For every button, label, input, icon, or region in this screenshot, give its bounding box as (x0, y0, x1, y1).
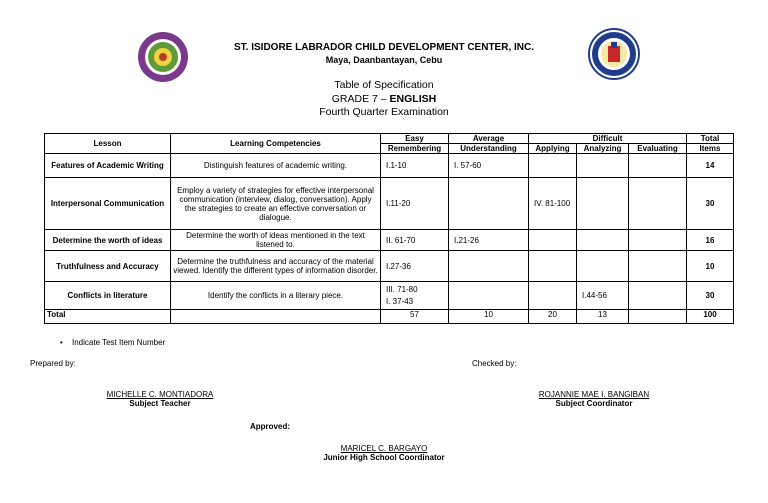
approver-name: MARICEL C. BARGAYO (340, 444, 428, 453)
approver-role: Junior High School Coordinator (323, 453, 445, 462)
header-remembering: Remembering (381, 144, 449, 154)
checker-block (504, 390, 684, 408)
preparer-block (70, 390, 250, 408)
total-cell: 14 (687, 154, 734, 178)
table-note (60, 338, 165, 347)
remembering-cell: I.11-20 (381, 178, 449, 230)
totals-analyzing: 13 (577, 310, 629, 324)
applying-cell (529, 282, 577, 310)
table-row (45, 282, 734, 310)
analyzing-cell (577, 230, 629, 251)
analyzing-cell (577, 178, 629, 230)
header-average: Average (449, 134, 529, 144)
remembering-cell: I.27-36 (381, 251, 449, 282)
lesson-cell: Conflicts in literature (45, 282, 171, 310)
exam-title: Fourth Quarter Examination (319, 106, 449, 118)
school-name: ST. ISIDORE LABRADOR CHILD DEVELOPMENT CENTER, INC. (233, 42, 534, 53)
lesson-cell: Determine the worth of ideas (45, 230, 171, 251)
table-row (45, 251, 734, 282)
grade-line (234, 93, 534, 107)
school-address: Maya, Daanbantayan, Cebu (325, 55, 443, 65)
analyzing-cell (577, 154, 629, 178)
totals-evaluating (629, 310, 687, 324)
evaluating-cell (629, 178, 687, 230)
school-header (200, 42, 568, 66)
applying-cell: IV. 81-100 (529, 178, 577, 230)
checked-label: Checked by: (472, 359, 517, 368)
table-row (45, 178, 734, 230)
header-lesson: Lesson (45, 134, 171, 154)
deped-seal-logo (588, 28, 640, 80)
applying-cell (529, 154, 577, 178)
competency-cell: Determine the worth of ideas mentioned in the text listened to. (171, 230, 381, 251)
analyzing-cell: I.44-56 (577, 282, 629, 310)
grade-prefix: GRADE 7 – (331, 92, 390, 105)
evaluating-cell (629, 251, 687, 282)
totals-total: 100 (687, 310, 734, 324)
competency-cell: Distinguish features of academic writing. (171, 154, 381, 178)
evaluating-cell (629, 230, 687, 251)
competency-cell: Determine the truthfulness and accuracy of the material viewed. Identify the different types of information disorder. (171, 251, 381, 282)
remembering-cell: II. 61-70 (381, 230, 449, 251)
header-evaluating: Evaluating (629, 144, 687, 154)
total-cell: 10 (687, 251, 734, 282)
header-analyzing: Analyzing (577, 144, 629, 154)
subject-name: ENGLISH (389, 92, 437, 105)
checker-name: ROJANNIE MAE I. BANGIBAN (538, 390, 650, 399)
totals-competency-cell (171, 310, 381, 324)
totals-remembering: 57 (381, 310, 449, 324)
evaluating-cell (629, 282, 687, 310)
competency-cell: Employ a variety of strategies for effective interpersonal communication (interview, dialog, conversation). Apply the strategies to create an effective conversation or dialogue. (171, 178, 381, 230)
total-cell: 30 (687, 282, 734, 310)
approved-label: Approved: (250, 422, 290, 431)
remembering-cell: I.1-10 (381, 154, 449, 178)
table-row (45, 230, 734, 251)
lesson-cell: Interpersonal Communication (45, 178, 171, 230)
header-items: Items (687, 144, 734, 154)
understanding-cell (449, 282, 529, 310)
understanding-cell (449, 251, 529, 282)
evaluating-cell (629, 154, 687, 178)
total-cell: 16 (687, 230, 734, 251)
specification-table (44, 133, 734, 324)
header-understanding: Understanding (449, 144, 529, 154)
note-text: Indicate Test Item Number (72, 338, 166, 347)
totals-understanding: 10 (449, 310, 529, 324)
header-total: Total (687, 134, 734, 144)
totals-row (45, 310, 734, 324)
lesson-cell: Truthfulness and Accuracy (45, 251, 171, 282)
doc-title: Table of Specification (334, 79, 434, 91)
table-row (45, 154, 734, 178)
header-applying: Applying (529, 144, 577, 154)
approver-block (284, 444, 484, 462)
analyzing-cell (577, 251, 629, 282)
understanding-cell: I. 57-60 (449, 154, 529, 178)
bullet-icon: • (60, 338, 63, 347)
header-competencies: Learning Competencies (171, 134, 381, 154)
document-titles (234, 79, 534, 120)
remembering-ref-a: III. 71-80 (386, 285, 418, 294)
understanding-cell (449, 178, 529, 230)
totals-applying: 20 (529, 310, 577, 324)
understanding-cell: I.21-26 (449, 230, 529, 251)
totals-label: Total (45, 310, 171, 324)
header-difficult: Difficult (529, 134, 687, 144)
total-cell: 30 (687, 178, 734, 230)
header-easy: Easy (381, 134, 449, 144)
competency-cell: Identify the conflicts in a literary piece. (171, 282, 381, 310)
applying-cell (529, 251, 577, 282)
remembering-ref-b: I. 37-43 (386, 297, 414, 306)
school-seal-logo (137, 31, 189, 83)
lesson-cell: Features of Academic Writing (45, 154, 171, 178)
checker-role: Subject Coordinator (555, 399, 633, 408)
preparer-name: MICHELLE C. MONTIADORA (106, 390, 214, 399)
preparer-role: Subject Teacher (129, 399, 191, 408)
remembering-cell (381, 282, 449, 310)
applying-cell (529, 230, 577, 251)
prepared-label: Prepared by: (30, 359, 76, 368)
